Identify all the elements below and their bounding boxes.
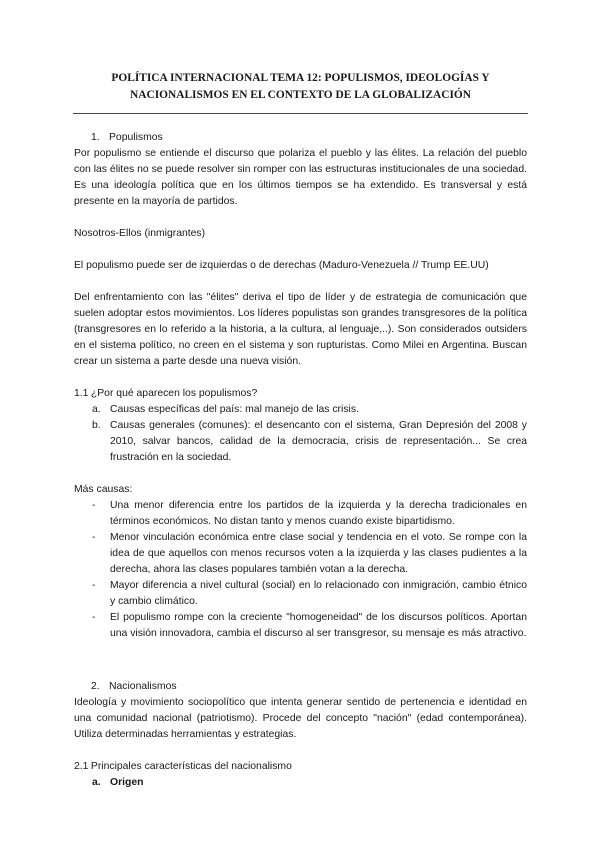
section-1-paragraph-2: Nosotros-Ellos (inmigrantes) xyxy=(74,228,206,239)
section-2-1-heading: 2.1 Principales características del nacionalismo xyxy=(74,761,292,772)
title-line-1: POLÍTICA INTERNACIONAL TEMA 12: POPULISMOS, IDEOLOGÍAS Y xyxy=(111,72,490,84)
document-title xyxy=(74,70,527,104)
section-1-paragraph-3: El populismo puede ser de izquierdas o de derechas (Maduro-Venezuela // Trump EE.UU) xyxy=(74,260,489,271)
more-causes-list xyxy=(74,498,527,642)
list-item: a. Causas específicas del país: mal manejo de las crisis. xyxy=(92,404,359,415)
section-2-heading: 2. Nacionalismos xyxy=(91,681,177,692)
list-item: b. Causas generales (comunes): el desencanto con el sistema, Gran Depresión del 2008 y 2010, salvar bancos, calidad de la democracia, crisis de representación... Se crea frustración en la sociedad. xyxy=(92,420,527,463)
section-1-paragraph-1: Por populismo se entiende el discurso que polariza el pueblo y las élites. La relación del pueblo con las élites no se puede resolver sin romper con las estructuras institucionales de una sociedad. Es una ideología política que en los últimos tiempos se ha extendido. Es transversal y está presente en la mayoría de partidos. xyxy=(74,148,527,207)
title-line-2: NACIONALISMOS EN EL CONTEXTO DE LA GLOBALIZACIÓN xyxy=(130,89,471,101)
section-1-heading: 1. Populismos xyxy=(91,132,163,143)
characteristics-list xyxy=(74,775,527,791)
list-item: a. Origen xyxy=(92,777,144,788)
more-causes-heading: Más causas: xyxy=(74,484,133,495)
list-item: - El populismo rompe con la creciente "homogeneidad" de los discursos políticos. Aportan una visión innovadora, cambia el discurso al ser transgresor, su mensaje es más atractivo. xyxy=(92,612,527,639)
list-item: - Una menor diferencia entre los partidos de la izquierda y la derecha tradicionales en términos económicos. No distan tanto y menos cuando existe bipartidismo. xyxy=(92,500,527,527)
list-item: - Mayor diferencia a nivel cultural (social) en lo relacionado con inmigración, cambio étnico y cambio climático. xyxy=(92,580,527,607)
section-1-paragraph-4: Del enfrentamiento con las "élites" deriva el tipo de líder y de estrategia de comunicación que suelen adoptar estos movimientos. Los líderes populistas son grandes transgresores de la política (transgresores en lo referido a la historia, a la cultura, al lenguaje,..). Son considerados outsiders en el sistema político, no creen en el sistema y son rupturistas. Como Milei en Argentina. Buscan crear un sistema a parte desde una nueva visión. xyxy=(74,292,527,367)
section-2-paragraph-1: Ideología y movimiento sociopolítico que intenta generar sentido de pertenencia e identidad en una comunidad nacional (patriotismo). Procede del concepto "nación" (edad contemporánea). Utiliza determinadas herramientas y estrategias. xyxy=(74,697,527,740)
document-page xyxy=(74,70,527,791)
causes-list xyxy=(74,402,527,466)
list-item: - Menor vinculación económica entre clase social y tendencia en el voto. Se rompe con la idea de que aquellos con menos recursos voten a la izquierda y las clases pudientes a la derecha, ahora las clases populares también votan a la derecha. xyxy=(92,532,527,575)
section-1-1-heading: 1.1 ¿Por qué aparecen los populismos? xyxy=(74,388,258,399)
